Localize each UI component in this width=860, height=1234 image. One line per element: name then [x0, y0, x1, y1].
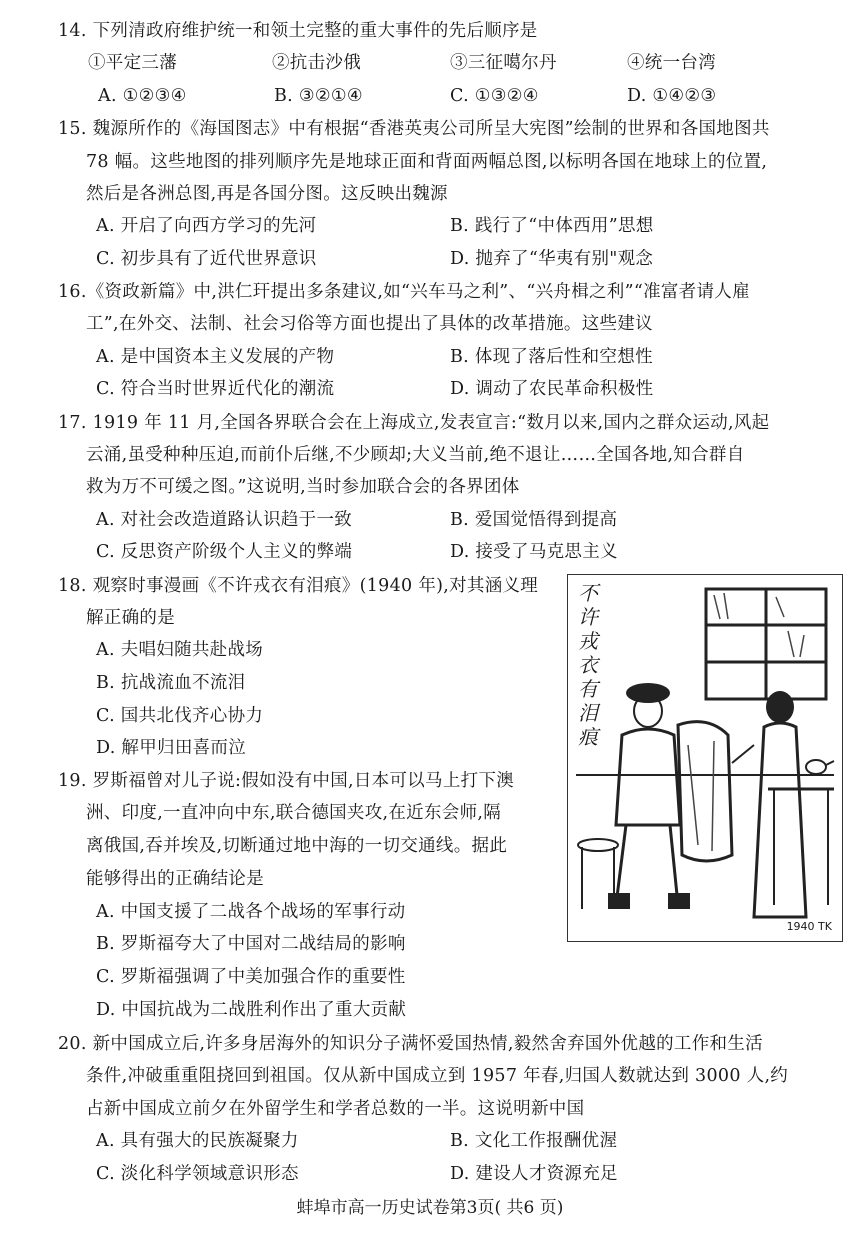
q19-option-a: A. 中国支援了二战各个战场的军事行动: [96, 902, 406, 922]
q16-option-b: B. 体现了落后性和空想性: [450, 347, 653, 367]
q14-option-b: B. ③②①④: [274, 86, 363, 106]
q17-stem-line: 17. 1919 年 11 月,全国各界联合会在上海成立,发表宣言:“数月以来,国内之群众运动,风起: [58, 413, 770, 433]
cartoon-caption-char: 有: [578, 677, 598, 701]
q15-stem-line: 15. 魏源所作的《海国图志》中有根据“香港英夷公司所呈大宪图”绘制的世界和各国地图共: [58, 119, 770, 139]
q20-stem-line: 条件,冲破重重阻挠回到祖国。仅从新中国成立到 1957 年春,归国人数就达到 3000 人,约: [86, 1066, 789, 1086]
q14-item: ①平定三藩: [88, 53, 177, 73]
q20-stem-line: 占新中国成立前夕在外留学生和学者总数的一半。这说明新中国: [86, 1099, 585, 1119]
q18-stem-line: 解正确的是: [86, 608, 175, 628]
cartoon-illustration: [567, 574, 843, 942]
cartoon-drawing: [568, 575, 842, 941]
cartoon-caption-char: 许: [578, 605, 598, 629]
q17-stem-line: 救为万不可缓之图。”这说明,当时参加联合会的各界团体: [86, 477, 520, 497]
q15-option-b: B. 践行了“中体西用”思想: [450, 216, 654, 236]
q14-item: ②抗击沙俄: [272, 53, 361, 73]
q19-option-b: B. 罗斯福夸大了中国对二战结局的影响: [96, 934, 406, 954]
q14-item: ④统一台湾: [627, 53, 716, 73]
q18-option-b: B. 抗战流血不流泪: [96, 673, 246, 693]
q15-stem-line: 78 幅。这些地图的排列顺序先是地球正面和背面两幅总图,以标明各国在地球上的位置,: [86, 152, 768, 172]
q20-option-c: C. 淡化科学领域意识形态: [96, 1164, 299, 1184]
cartoon-caption: [578, 581, 604, 749]
q14-option-a: A. ①②③④: [98, 86, 187, 106]
q17-option-a: A. 对社会改造道路认识趋于一致: [96, 510, 353, 530]
q16-stem-line: 工”,在外交、法制、社会习俗等方面也提出了具体的改革措施。这些建议: [86, 314, 653, 334]
q20-option-d: D. 建设人才资源充足: [450, 1164, 618, 1184]
q14-option-d: D. ①④②③: [627, 86, 717, 106]
q19-stem-line: 洲、印度,一直冲向中东,联合德国夹攻,在近东会师,隔: [86, 803, 502, 823]
q19-stem-line: 能够得出的正确结论是: [86, 869, 264, 889]
q16-option-c: C. 符合当时世界近代化的潮流: [96, 379, 335, 399]
q20-option-b: B. 文化工作报酬优渥: [450, 1131, 618, 1151]
q14-stem: 14. 下列清政府维护统一和领土完整的重大事件的先后顺序是: [58, 21, 538, 41]
cartoon-caption-char: 痕: [578, 725, 598, 749]
q18-stem-line: 18. 观察时事漫画《不许戎衣有泪痕》(1940 年),对其涵义理: [58, 576, 539, 596]
q15-option-c: C. 初步具有了近代世界意识: [96, 249, 317, 269]
q17-option-d: D. 接受了马克思主义: [450, 542, 618, 562]
q19-stem-line: 离俄国,吞并埃及,切断通过地中海的一切交通线。据此: [86, 836, 508, 856]
q15-option-a: A. 开启了向西方学习的先河: [96, 216, 317, 236]
q18-option-c: C. 国共北伐齐心协力: [96, 706, 264, 726]
q16-stem-line: 16.《资政新篇》中,洪仁玕提出多条建议,如“兴车马之利”、“兴舟楫之利”“准富者请人雇: [58, 282, 750, 302]
q16-option-d: D. 调动了农民革命积极性: [450, 379, 654, 399]
cartoon-caption-char: 戎: [578, 629, 598, 653]
cartoon-caption-char: 泪: [578, 701, 598, 725]
q20-option-a: A. 具有强大的民族凝聚力: [96, 1131, 299, 1151]
q17-option-c: C. 反思资产阶级个人主义的弊端: [96, 542, 353, 562]
q16-option-a: A. 是中国资本主义发展的产物: [96, 347, 335, 367]
q17-option-b: B. 爱国觉悟得到提高: [450, 510, 618, 530]
q18-option-d: D. 解甲归田喜而泣: [96, 738, 247, 758]
cartoon-caption-char: 衣: [578, 653, 598, 677]
q19-stem-line: 19. 罗斯福曾对儿子说:假如没有中国,日本可以马上打下澳: [58, 771, 515, 791]
q14-option-c: C. ①③②④: [450, 86, 539, 106]
q18-option-a: A. 夫唱妇随共赴战场: [96, 640, 264, 660]
cartoon-caption-char: 不: [578, 581, 598, 605]
q19-option-c: C. 罗斯福强调了中美加强合作的重要性: [96, 967, 406, 987]
q15-stem-line: 然后是各洲总图,再是各国分图。这反映出魏源: [86, 184, 448, 204]
q15-option-d: D. 抛弃了“华夷有别"观念: [450, 249, 654, 269]
q19-option-d: D. 中国抗战为二战胜利作出了重大贡献: [96, 1000, 407, 1020]
q14-item: ③三征噶尔丹: [450, 53, 557, 73]
cartoon-signature: 1940 TK: [786, 920, 832, 933]
page-footer: 蚌埠市高一历史试卷第3页( 共6 页): [296, 1198, 564, 1218]
q20-stem-line: 20. 新中国成立后,许多身居海外的知识分子满怀爱国热情,毅然舍弃国外优越的工作和生活: [58, 1034, 763, 1054]
q17-stem-line: 云涌,虽受种种压迫,而前仆后继,不少顾却;大义当前,绝不退让……全国各地,知合群自: [86, 445, 745, 465]
